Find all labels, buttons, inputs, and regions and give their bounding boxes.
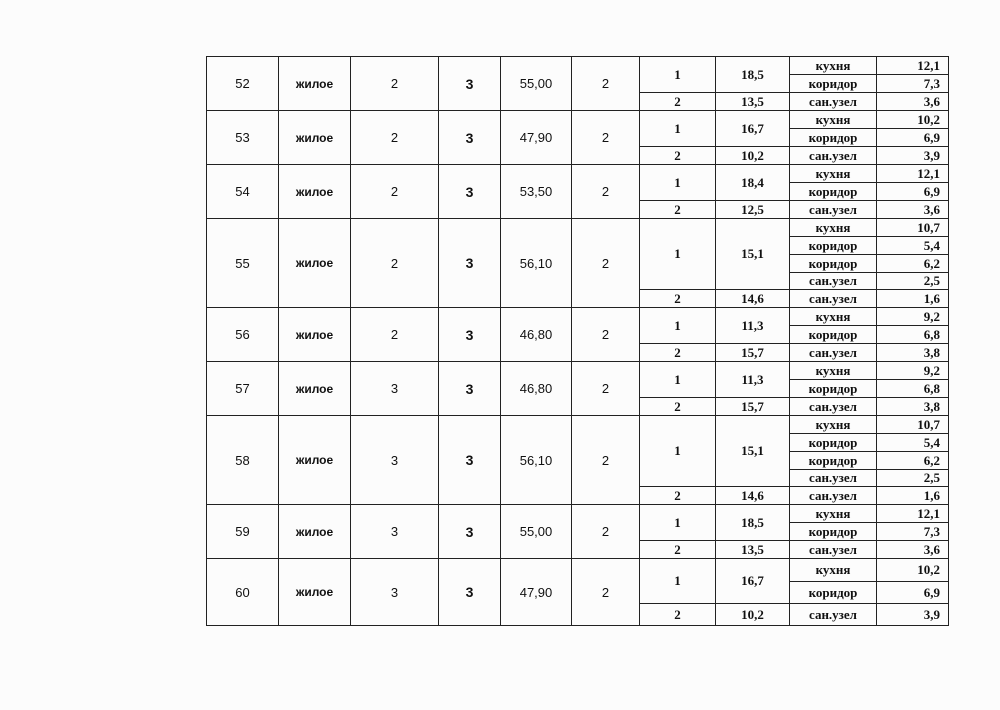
apartment-number: 53 [207,111,279,165]
room-index: 2 [640,147,716,165]
auxiliary-room-area: 1,6 [877,290,949,308]
room-area: 16,7 [716,559,790,604]
apartment-number: 58 [207,416,279,505]
auxiliary-room-area: 9,2 [877,308,949,326]
auxiliary-room-area: 6,8 [877,326,949,344]
unit-code: 2 [572,505,640,559]
room-area: 14,6 [716,290,790,308]
apartment-number: 57 [207,362,279,416]
auxiliary-room-name: коридор [790,183,877,201]
auxiliary-room-area: 12,1 [877,165,949,183]
auxiliary-room-name: коридор [790,380,877,398]
auxiliary-room-name: сан.узел [790,604,877,626]
auxiliary-room-area: 3,8 [877,344,949,362]
auxiliary-room-area: 1,6 [877,487,949,505]
auxiliary-room-area: 3,9 [877,147,949,165]
floor-number: 2 [351,57,439,111]
premises-type: жилое [279,505,351,559]
floor-number: 2 [351,111,439,165]
auxiliary-room-name: кухня [790,362,877,380]
auxiliary-room-name: сан.узел [790,398,877,416]
apartment-number: 60 [207,559,279,626]
table-row [207,219,949,237]
floor-number: 3 [351,505,439,559]
apartment-number: 56 [207,308,279,362]
auxiliary-room-name: кухня [790,308,877,326]
auxiliary-room-name: коридор [790,434,877,452]
table-body [207,57,949,626]
auxiliary-room-name: коридор [790,582,877,604]
floor-number: 3 [351,362,439,416]
room-count: 3 [439,416,501,505]
room-index: 2 [640,541,716,559]
total-area: 46,80 [501,362,572,416]
auxiliary-room-area: 5,4 [877,237,949,255]
auxiliary-room-area: 10,2 [877,559,949,582]
room-index: 2 [640,604,716,626]
unit-code: 2 [572,362,640,416]
auxiliary-room-name: сан.узел [790,290,877,308]
auxiliary-room-area: 3,9 [877,604,949,626]
auxiliary-room-area: 7,3 [877,523,949,541]
apartment-number: 55 [207,219,279,308]
auxiliary-room-name: сан.узел [790,487,877,505]
auxiliary-room-area: 3,6 [877,93,949,111]
room-count: 3 [439,362,501,416]
room-area: 10,2 [716,604,790,626]
auxiliary-room-name: кухня [790,219,877,237]
premises-type: жилое [279,111,351,165]
room-index: 2 [640,290,716,308]
room-area: 11,3 [716,308,790,344]
room-index: 2 [640,398,716,416]
room-count: 3 [439,165,501,219]
room-index: 1 [640,165,716,201]
room-count: 3 [439,559,501,626]
auxiliary-room-name: сан.узел [790,344,877,362]
auxiliary-room-area: 3,8 [877,398,949,416]
table-row [207,57,949,75]
premises-type: жилое [279,308,351,362]
auxiliary-room-name: кухня [790,505,877,523]
room-index: 2 [640,344,716,362]
table-row [207,362,949,380]
auxiliary-room-name: коридор [790,255,877,273]
room-area: 15,7 [716,398,790,416]
auxiliary-room-area: 10,2 [877,111,949,129]
total-area: 56,10 [501,416,572,505]
auxiliary-room-area: 12,1 [877,505,949,523]
room-count: 3 [439,505,501,559]
room-count: 3 [439,111,501,165]
total-area: 55,00 [501,57,572,111]
premises-type: жилое [279,57,351,111]
room-index: 1 [640,505,716,541]
unit-code: 2 [572,165,640,219]
premises-type: жилое [279,165,351,219]
unit-code: 2 [572,57,640,111]
room-index: 1 [640,57,716,93]
auxiliary-room-name: коридор [790,452,877,470]
floor-number: 2 [351,308,439,362]
total-area: 47,90 [501,111,572,165]
table-row [207,505,949,523]
auxiliary-room-area: 7,3 [877,75,949,93]
auxiliary-room-name: сан.узел [790,273,877,290]
auxiliary-room-area: 10,7 [877,219,949,237]
room-area: 18,4 [716,165,790,201]
room-index: 2 [640,93,716,111]
auxiliary-room-area: 12,1 [877,57,949,75]
auxiliary-room-area: 3,6 [877,201,949,219]
room-index: 1 [640,111,716,147]
apartment-number: 54 [207,165,279,219]
room-area: 16,7 [716,111,790,147]
room-area: 15,7 [716,344,790,362]
apartment-number: 59 [207,505,279,559]
auxiliary-room-name: кухня [790,57,877,75]
auxiliary-room-name: коридор [790,326,877,344]
auxiliary-room-name: коридор [790,237,877,255]
auxiliary-room-area: 5,4 [877,434,949,452]
table-row [207,308,949,326]
auxiliary-room-area: 6,9 [877,129,949,147]
room-index: 2 [640,487,716,505]
auxiliary-room-area: 6,9 [877,183,949,201]
room-area: 15,1 [716,219,790,290]
room-count: 3 [439,57,501,111]
floor-number: 3 [351,416,439,505]
auxiliary-room-name: коридор [790,129,877,147]
room-index: 1 [640,362,716,398]
auxiliary-room-name: сан.узел [790,470,877,487]
unit-code: 2 [572,111,640,165]
total-area: 53,50 [501,165,572,219]
room-area: 12,5 [716,201,790,219]
auxiliary-room-area: 3,6 [877,541,949,559]
auxiliary-room-area: 2,5 [877,273,949,290]
total-area: 56,10 [501,219,572,308]
auxiliary-room-name: сан.узел [790,201,877,219]
room-index: 1 [640,219,716,290]
room-count: 3 [439,308,501,362]
room-area: 15,1 [716,416,790,487]
room-index: 1 [640,416,716,487]
auxiliary-room-name: кухня [790,559,877,582]
auxiliary-room-name: коридор [790,523,877,541]
auxiliary-room-area: 6,2 [877,452,949,470]
unit-code: 2 [572,219,640,308]
apartment-register-table [206,56,949,626]
auxiliary-room-area: 10,7 [877,416,949,434]
table-row [207,165,949,183]
unit-code: 2 [572,416,640,505]
premises-type: жилое [279,559,351,626]
auxiliary-room-area: 9,2 [877,362,949,380]
room-index: 1 [640,308,716,344]
auxiliary-room-area: 6,9 [877,582,949,604]
room-index: 2 [640,201,716,219]
unit-code: 2 [572,559,640,626]
auxiliary-room-name: сан.узел [790,93,877,111]
floor-number: 2 [351,219,439,308]
auxiliary-room-area: 6,8 [877,380,949,398]
auxiliary-room-name: сан.узел [790,541,877,559]
room-area: 10,2 [716,147,790,165]
room-count: 3 [439,219,501,308]
auxiliary-room-name: коридор [790,75,877,93]
table-row [207,559,949,582]
auxiliary-room-name: сан.узел [790,147,877,165]
premises-type: жилое [279,416,351,505]
unit-code: 2 [572,308,640,362]
total-area: 47,90 [501,559,572,626]
premises-type: жилое [279,219,351,308]
premises-type: жилое [279,362,351,416]
auxiliary-room-name: кухня [790,165,877,183]
room-area: 14,6 [716,487,790,505]
total-area: 46,80 [501,308,572,362]
total-area: 55,00 [501,505,572,559]
room-area: 13,5 [716,541,790,559]
room-index: 1 [640,559,716,604]
room-area: 11,3 [716,362,790,398]
room-area: 18,5 [716,505,790,541]
room-area: 18,5 [716,57,790,93]
auxiliary-room-area: 6,2 [877,255,949,273]
table-row [207,111,949,129]
apartment-number: 52 [207,57,279,111]
auxiliary-room-name: кухня [790,111,877,129]
floor-number: 3 [351,559,439,626]
room-area: 13,5 [716,93,790,111]
table-row [207,416,949,434]
auxiliary-room-area: 2,5 [877,470,949,487]
auxiliary-room-name: кухня [790,416,877,434]
floor-number: 2 [351,165,439,219]
